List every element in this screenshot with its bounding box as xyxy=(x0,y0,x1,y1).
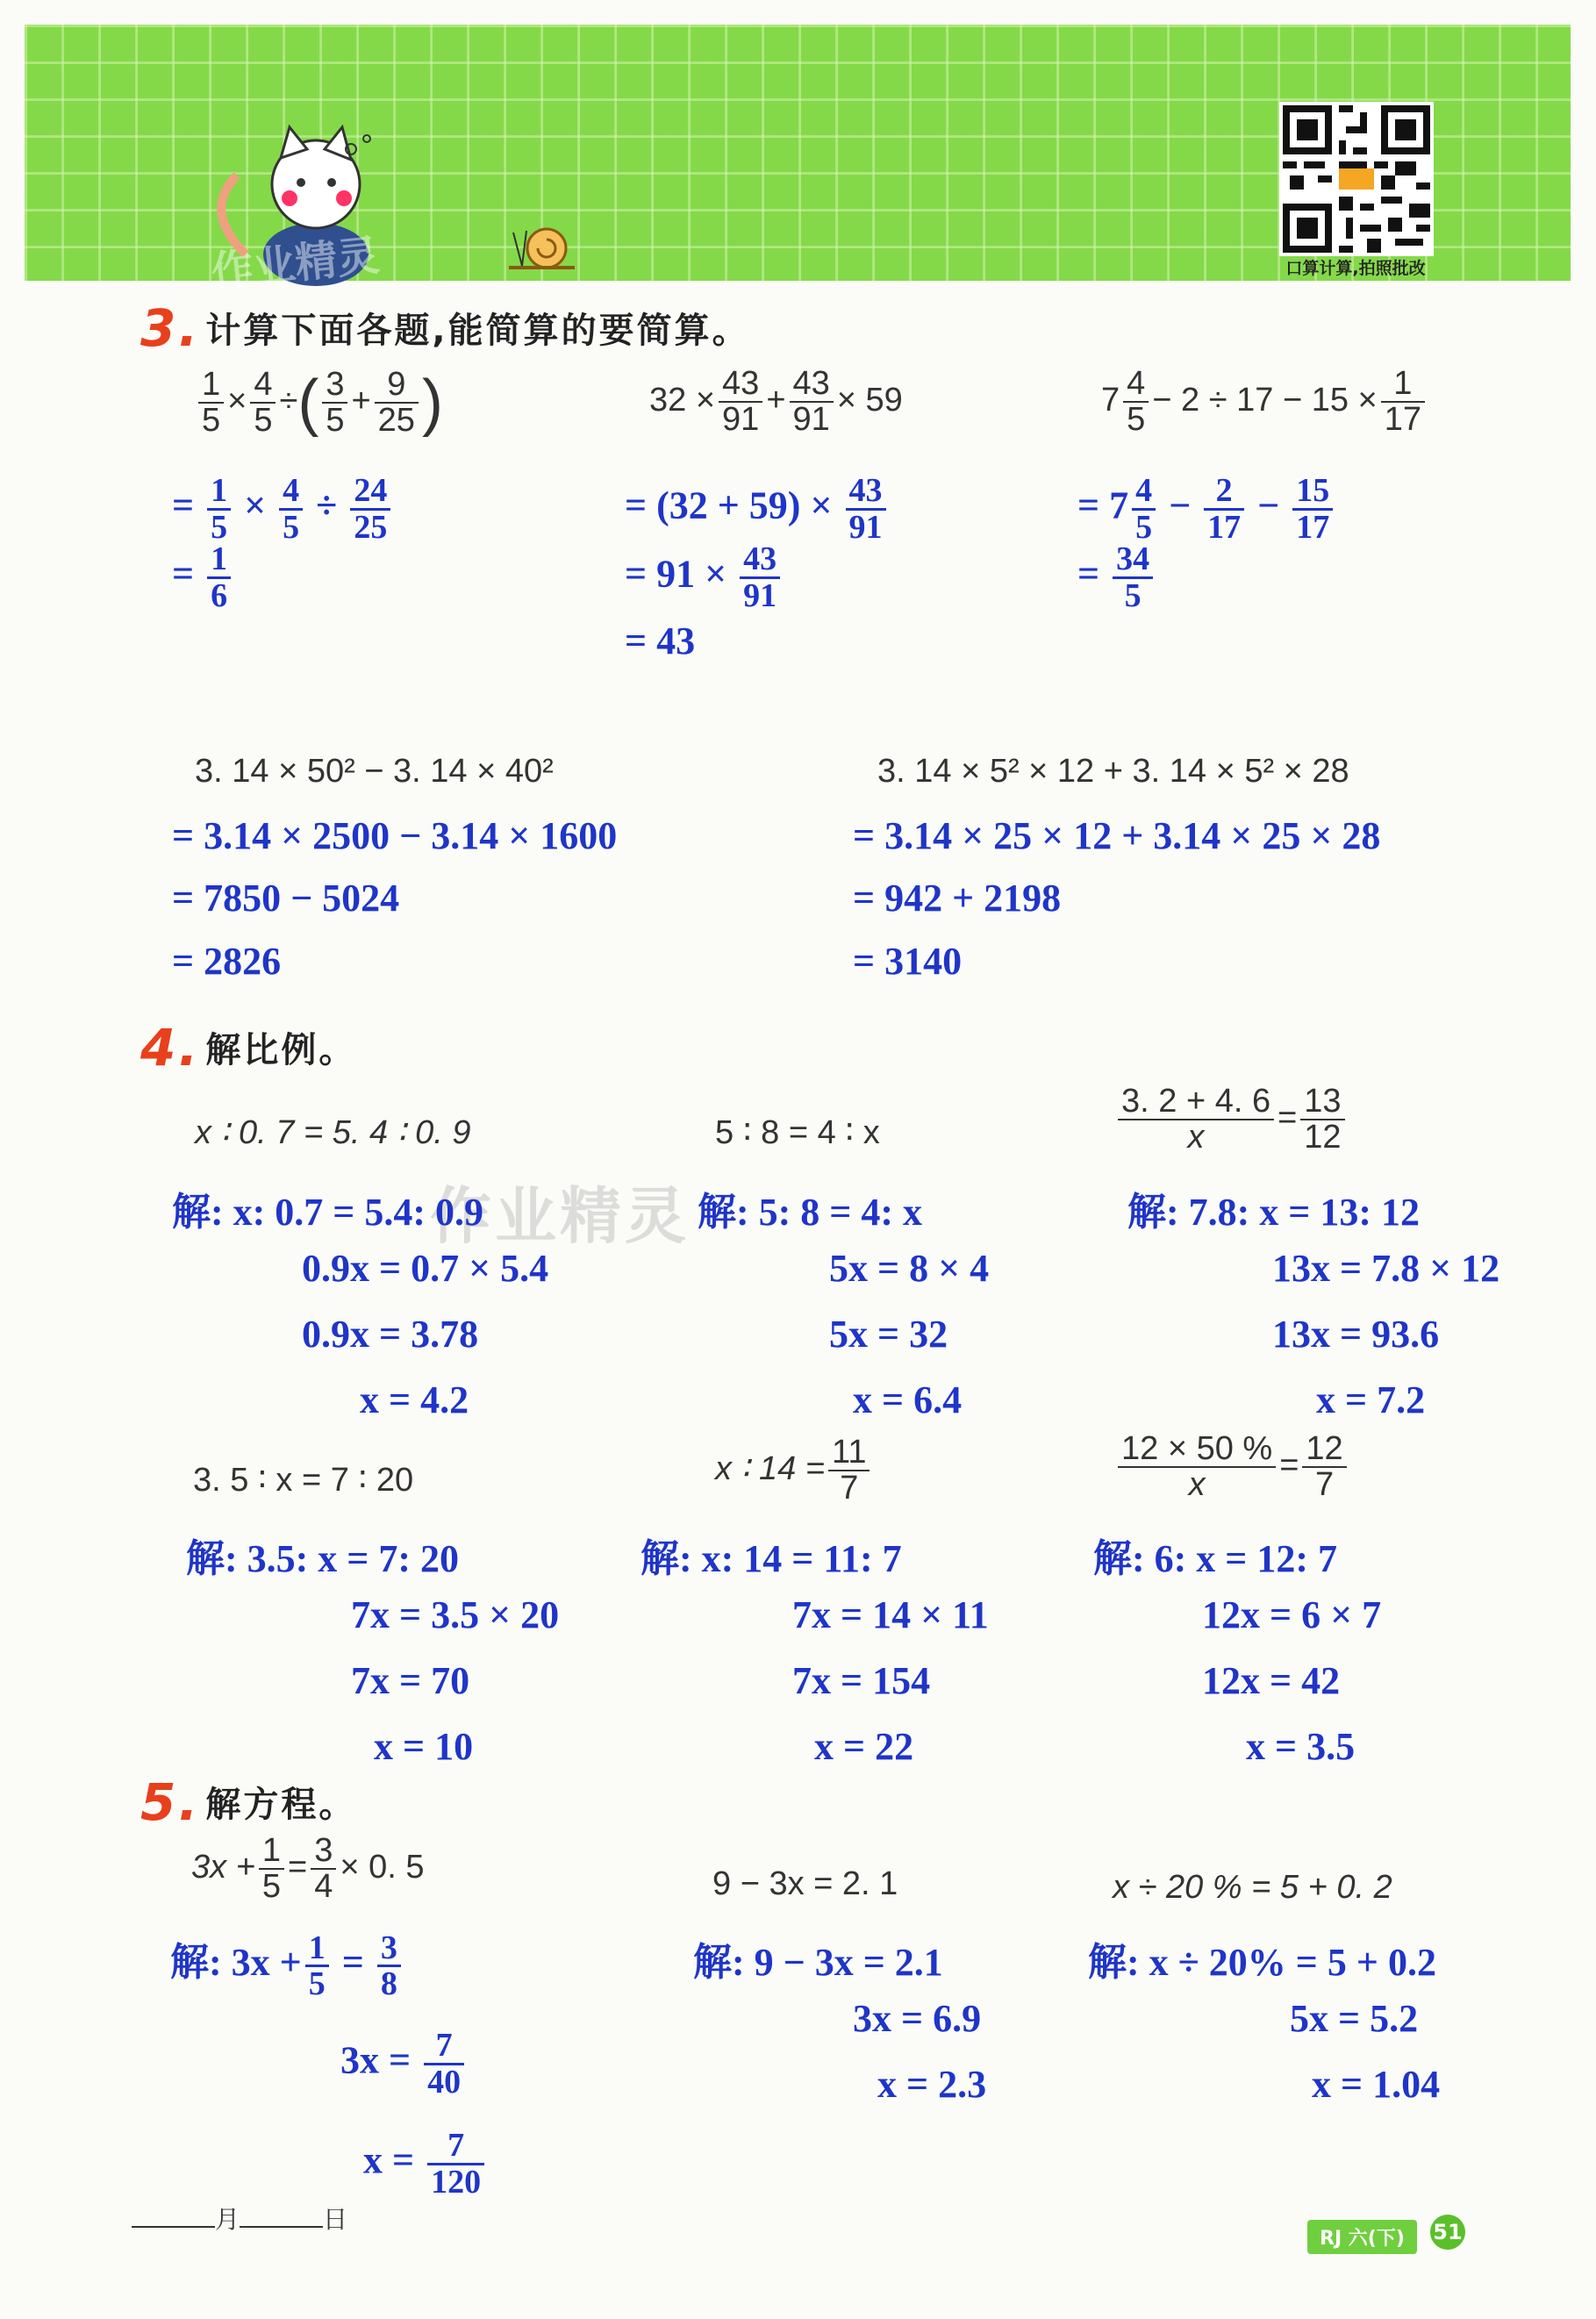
s3-p1-question: $\frac{1}{5}$ × $\frac{4}{5}$ ÷( $\frac{3}{5}$ + $\frac{9}{25}$ ) xyxy=(195,367,443,439)
s5-p1-answer-3: x = $\frac{7}{120}$ xyxy=(363,2129,488,2200)
s3-p4-answer-3: = 2826 xyxy=(172,940,282,983)
s3-p5-answer-2: = 942 + 2198 xyxy=(853,877,1062,920)
s5-p2-question: 9 − 3x = 2. 1 xyxy=(712,1865,898,1902)
s3-p2-answer-2: = 91 × $\frac{43}{91}$ xyxy=(625,542,784,613)
section-4-title xyxy=(140,1018,356,1077)
s4-p2-answer-3: 5x = 32 xyxy=(829,1313,948,1356)
s4-p4-answer-2: 7x = 3.5 × 20 xyxy=(351,1593,560,1636)
s4-p5-answer-2: 7x = 14 × 11 xyxy=(792,1593,989,1636)
s5-p3-answer-1: 解: x ÷ 20% = 5 + 0.2 xyxy=(1088,1941,1436,1984)
s4-p6-answer-3: 12x = 42 xyxy=(1202,1659,1341,1702)
s4-p1-question: x ∶ 0. 7 = 5. 4 ∶ 0. 9 xyxy=(195,1114,471,1151)
section-5-number: 5. xyxy=(140,1772,201,1832)
s4-p1-answer-1: 解: x: 0.7 = 5.4: 0.9 xyxy=(172,1191,484,1234)
s3-p2-answer-1: = (32 + 59) × $\frac{43}{91}$ xyxy=(625,474,890,545)
qr-caption: 口算计算,拍照批改 xyxy=(1285,259,1426,278)
s5-p2-answer-3: x = 2.3 xyxy=(877,2063,987,2106)
section-5-title xyxy=(140,1772,356,1832)
month-label: 月 xyxy=(215,2205,240,2234)
section-4-number: 4. xyxy=(140,1018,201,1077)
section-5-text: 解方程。 xyxy=(205,1785,357,1825)
s3-p1-answer-2: = $\frac{1}{6}$ xyxy=(172,542,234,613)
s4-p1-answer-4: x = 4.2 xyxy=(360,1378,469,1421)
s3-p3-question: 7 $\frac{4}{5}$ − 2 ÷ 17 − 15 × $\frac{1}{17}$ xyxy=(1101,367,1428,437)
watermark: 作业精灵 xyxy=(430,1180,690,1252)
s3-p2-question: 32 × $\frac{43}{91}$ + $\frac{43}{91}$ × 59 xyxy=(649,365,903,438)
s5-p2-answer-2: 3x = 6.9 xyxy=(853,1997,982,2040)
s4-p5-answer-1: 解: x: 14 = 11: 7 xyxy=(641,1537,902,1580)
s3-p4-question: 3. 14 × 50² − 3. 14 × 40² xyxy=(195,753,554,790)
s5-p1-question: 3x + $\frac{1}{5}$ = $\frac{3}{4}$ × 0. 5 xyxy=(191,1832,425,1905)
snail-illustration xyxy=(505,215,583,276)
s3-p3-answer-2: = $\frac{34}{5}$ xyxy=(1077,542,1156,613)
s3-p3-answer-1: = 7 $\frac{4}{5}$ − $\frac{2}{17}$ − $\frac{15}{17}$ xyxy=(1077,474,1336,545)
section-3-text: 计算下面各题,能简算的要简算。 xyxy=(205,311,750,351)
s4-p2-answer-1: 解: 5: 8 = 4: x xyxy=(698,1191,923,1234)
s4-p6-answer-1: 解: 6: x = 12: 7 xyxy=(1093,1537,1338,1580)
date-field xyxy=(132,2201,347,2236)
s4-p4-answer-1: 解: 3.5: x = 7: 20 xyxy=(186,1537,460,1580)
s4-p1-answer-3: 0.9x = 3.78 xyxy=(302,1313,479,1356)
s5-p3-answer-3: x = 1.04 xyxy=(1312,2063,1441,2106)
s4-p1-answer-2: 0.9x = 0.7 × 5.4 xyxy=(302,1247,549,1290)
section-4-text: 解比例。 xyxy=(205,1030,357,1070)
s4-p2-answer-4: x = 6.4 xyxy=(853,1378,963,1421)
day-label: 日 xyxy=(323,2205,348,2234)
qr-code[interactable] xyxy=(1279,102,1434,256)
s3-p5-question: 3. 14 × 5² × 12 + 3. 14 × 5² × 28 xyxy=(877,753,1349,790)
s4-p3-answer-1: 解: 7.8: x = 13: 12 xyxy=(1127,1191,1421,1234)
s4-p5-answer-4: x = 22 xyxy=(814,1725,914,1768)
s4-p6-question: $\frac{12 \times 50 \%}{x}$ = $\frac{12}{7}$ xyxy=(1114,1432,1350,1502)
s3-p2-answer-3: = 43 xyxy=(625,619,696,662)
s5-p1-answer-2: 3x = $\frac{7}{40}$ xyxy=(340,2029,468,2100)
s4-p3-answer-4: x = 7.2 xyxy=(1316,1378,1426,1421)
s3-p5-answer-1: = 3.14 × 25 × 12 + 3.14 × 25 × 28 xyxy=(853,814,1381,857)
s5-p2-answer-1: 解: 9 − 3x = 2.1 xyxy=(693,1941,943,1984)
s4-p3-answer-3: 13x = 93.6 xyxy=(1272,1313,1440,1356)
section-3-number: 3. xyxy=(140,298,201,358)
s4-p4-answer-4: x = 10 xyxy=(374,1725,474,1768)
s4-p5-question: x ∶ 14 = $\frac{11}{7}$ xyxy=(715,1435,873,1506)
s3-p5-answer-3: = 3140 xyxy=(853,940,963,983)
s5-p3-question: x ÷ 20 % = 5 + 0. 2 xyxy=(1113,1869,1392,1906)
s4-p6-answer-2: 12x = 6 × 7 xyxy=(1202,1593,1382,1636)
s4-p2-answer-2: 5x = 8 × 4 xyxy=(829,1247,990,1290)
s4-p3-answer-2: 13x = 7.8 × 12 xyxy=(1272,1247,1500,1290)
s4-p4-question: 3. 5 ∶ x = 7 ∶ 20 xyxy=(193,1462,414,1499)
edition-badge: RJ 六(下) xyxy=(1307,2220,1417,2254)
s5-p1-answer-1: 解: 3x + $\frac{1}{5}$ = $\frac{3}{8}$ xyxy=(170,1930,404,2001)
s4-p5-answer-3: 7x = 154 xyxy=(792,1659,931,1702)
s4-p2-question: 5 ∶ 8 = 4 ∶ x xyxy=(715,1114,880,1151)
page-number: 51 xyxy=(1430,2215,1465,2250)
section-3-title xyxy=(140,298,750,358)
s3-p4-answer-1: = 3.14 × 2500 − 3.14 × 1600 xyxy=(172,814,618,857)
s3-p4-answer-2: = 7850 − 5024 xyxy=(172,877,400,920)
s4-p6-answer-4: x = 3.5 xyxy=(1246,1725,1356,1768)
banner-watermark: 作业精灵 xyxy=(209,231,382,297)
s4-p4-answer-3: 7x = 70 xyxy=(351,1659,470,1702)
s3-p1-answer-1: = $\frac{1}{5}$ × $\frac{4}{5}$ ÷ $\frac{24}{25}$ xyxy=(172,474,394,545)
s4-p3-question: $\frac{3. 2 + 4. 6}{x}$ = $\frac{13}{12}$ xyxy=(1114,1084,1349,1155)
s5-p3-answer-2: 5x = 5.2 xyxy=(1290,1997,1419,2040)
